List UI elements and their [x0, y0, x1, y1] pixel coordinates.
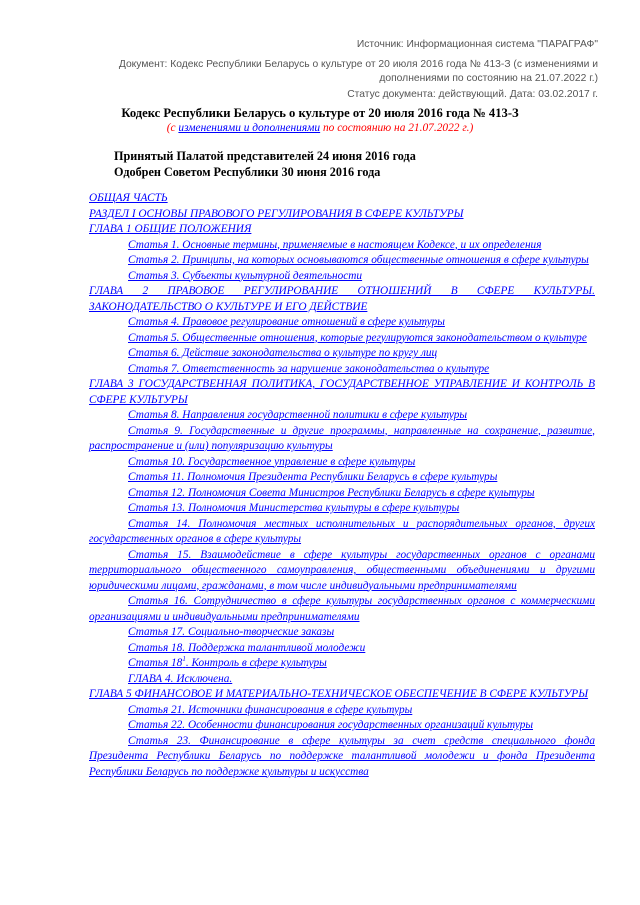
toc-article-link[interactable] [89, 424, 595, 455]
status-line: Статус документа: действующий. Дата: 03.02.2017 г. [347, 89, 598, 100]
toc-item-text: Статья 18. Поддержка талантливой молодежи [128, 641, 366, 654]
toc-article-link[interactable] [89, 718, 595, 734]
adoption-info [114, 148, 416, 180]
toc-section-link[interactable] [89, 207, 595, 223]
toc-section-link[interactable] [89, 191, 595, 207]
toc-section-link[interactable] [89, 687, 595, 703]
toc-article-link[interactable] [89, 315, 595, 331]
toc-article-link[interactable] [89, 362, 595, 378]
toc-item-text: Статья 2. Принципы, на которых основываются общественные отношения в сфере культуры [128, 254, 589, 266]
toc-section-link[interactable] [89, 672, 595, 688]
toc-item-text: Статья 21. Источники финансирования в сфере культуры [128, 703, 413, 716]
toc-article-link[interactable] [89, 455, 595, 471]
toc-item-text: Статья 9. Государственные и другие программы, направленные на сохранение, развитие, распространение и (или) популяризацию культуры [89, 424, 595, 452]
adopted-line: Принятый Палатой представителей 24 июня 2016 года [114, 149, 416, 163]
toc-article-link[interactable] [89, 517, 595, 548]
toc-item-text: Статья 1. Основные термины, применяемые в настоящем Кодексе, и их определения [128, 238, 542, 251]
toc-item-text: ГЛАВА 1 ОБЩИЕ ПОЛОЖЕНИЯ [89, 223, 252, 235]
toc-article-link[interactable] [89, 346, 595, 362]
toc-article-link[interactable] [89, 408, 595, 424]
toc-item-text: Статья 6. Действие законодательства о культуре по кругу лиц [128, 347, 438, 359]
title-block [0, 106, 640, 136]
toc-article-link[interactable] [89, 238, 595, 254]
toc-article-link[interactable] [89, 641, 595, 657]
toc-item-text: Статья 11. Полномочия Президента Республики Беларусь в сфере культуры [128, 471, 498, 483]
toc-article-link[interactable] [89, 734, 595, 781]
document-subtitle [0, 121, 640, 136]
toc-item-text: ГЛАВА 4. Исключена. [128, 672, 233, 685]
toc-item-text: Статья 18 [128, 657, 183, 669]
document-line: Документ: Кодекс Республики Беларусь о культуре от 20 июля 2016 года № 413-З (с изменениями и дополнениями по состоянию на 21.07.2022 г.) [118, 59, 598, 84]
toc-item-text: Статья 13. Полномочия Министерства культуры в сфере культуры [128, 502, 460, 514]
toc-article-link[interactable] [89, 625, 595, 641]
toc-article-link[interactable] [89, 269, 595, 285]
toc-item-text: Статья 17. Социально-творческие заказы [128, 626, 335, 638]
amendments-link[interactable]: изменениями и дополнениями [178, 122, 321, 134]
toc-item-text: Статья 23. Финансирование в сфере культуры за счет средств специального фонда Президента Республики Беларусь по поддержке талантливой молодежи и фонда Президента Республики Беларусь по поддержке культуры и искусства [89, 734, 595, 778]
toc-article-link[interactable] [89, 501, 595, 517]
toc-article-link[interactable] [89, 331, 595, 347]
toc-article-link[interactable] [89, 703, 595, 719]
source-line: Источник: Информационная система "ПАРАГРАФ" [356, 39, 598, 50]
toc-item-text: Статья 22. Особенности финансирования государственных организаций культуры [128, 719, 533, 731]
toc-item-superscript: 1 [182, 655, 186, 664]
toc-item-text: Статья 5. Общественные отношения, которые регулируются законодательством о культуре [128, 331, 587, 344]
toc-article-link[interactable] [89, 548, 595, 595]
toc-item-text: Статья 3. Субъекты культурной деятельности [128, 269, 363, 282]
toc-item-text: ГЛАВА 3 ГОСУДАРСТВЕННАЯ ПОЛИТИКА, ГОСУДАРСТВЕННОЕ УПРАВЛЕНИЕ И КОНТРОЛЬ В СФЕРЕ КУЛЬТУРЫ [89, 378, 595, 406]
toc-item-text: Статья 16. Сотрудничество в сфере культуры государственных органов с коммерческими организациями и индивидуальными предпринимателями [89, 595, 595, 623]
table-of-contents [89, 191, 595, 780]
toc-item-text: Статья 10. Государственное управление в сфере культуры [128, 455, 416, 468]
toc-section-link[interactable] [89, 284, 595, 315]
toc-article-link[interactable] [89, 470, 595, 486]
toc-article-link[interactable] [89, 656, 595, 672]
document-title: Кодекс Республики Беларусь о культуре от 20 июля 2016 года № 413-З [121, 106, 519, 120]
subtitle-prefix: (с [166, 122, 179, 134]
toc-article-link[interactable] [89, 594, 595, 625]
toc-item-text: Статья 12. Полномочия Совета Министров Республики Беларусь в сфере культуры [128, 486, 535, 499]
subtitle-suffix: по состоянию на 21.07.2022 г.) [320, 122, 474, 134]
toc-section-link[interactable] [89, 377, 595, 408]
toc-item-text: Статья 4. Правовое регулирование отношений в сфере культуры [128, 316, 445, 328]
approved-line: Одобрен Советом Республики 30 июня 2016 года [114, 165, 381, 179]
toc-item-text: Статья 14. Полномочия местных исполнительных и распорядительных органов, других государственных органов в сфере культуры [89, 517, 595, 545]
toc-article-link[interactable] [89, 253, 595, 269]
toc-item-text: ОБЩАЯ ЧАСТЬ [89, 192, 168, 204]
toc-item-text: ГЛАВА 5 ФИНАНСОВОЕ И МАТЕРИАЛЬНО-ТЕХНИЧЕСКОЕ ОБЕСПЕЧЕНИЕ В СФЕРЕ КУЛЬТУРЫ [89, 688, 589, 700]
toc-item-text: РАЗДЕЛ I ОСНОВЫ ПРАВОВОГО РЕГУЛИРОВАНИЯ В СФЕРЕ КУЛЬТУРЫ [89, 207, 464, 220]
toc-item-text-rest: . Контроль в сфере культуры [185, 657, 327, 669]
toc-item-text: ГЛАВА 2 ПРАВОВОЕ РЕГУЛИРОВАНИЕ ОТНОШЕНИЙ В СФЕРЕ КУЛЬТУРЫ. ЗАКОНОДАТЕЛЬСТВО О КУЛЬТУРЕ И ЕГО ДЕЙСТВИЕ [89, 285, 595, 313]
toc-article-link[interactable] [89, 486, 595, 502]
toc-section-link[interactable] [89, 222, 595, 238]
toc-item-text: Статья 8. Направления государственной политики в сфере культуры [128, 409, 468, 421]
toc-item-text: Статья 15. Взаимодействие в сфере культуры государственных органов с органами территориального общественного самоуправления, общественными объединениями и другими юридическими лицами, гражданами, в том числе индивидуальными предпринимателями [89, 548, 595, 592]
toc-item-text: Статья 7. Ответственность за нарушение законодательства о культуре [128, 362, 490, 375]
